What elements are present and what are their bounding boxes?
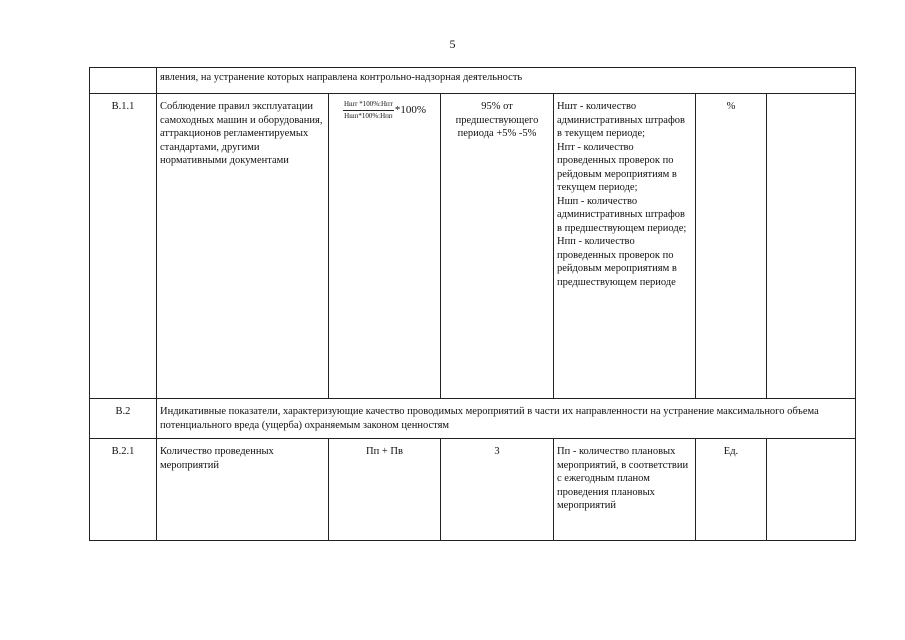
description-item: Ншт - количество административных штрафов в текущем периоде; <box>557 101 685 139</box>
row-b-1-1-note <box>767 94 856 399</box>
row-b-1-1-target: 95% от предшествующего периода +5% -5% <box>441 94 554 399</box>
row-b-2-1-name: Количество проведенных мероприятий <box>157 439 329 541</box>
row-b-2-1-unit: Ед. <box>696 439 767 541</box>
row-b-2-1-target: 3 <box>441 439 554 541</box>
description-item: Ншп - количество административных штрафов в предшествующем периоде; <box>557 195 687 234</box>
continuation-row <box>90 68 856 94</box>
row-b-1-1 <box>90 94 856 399</box>
formula-fraction <box>343 100 394 121</box>
row-b-2-text: Индикативные показатели, характеризующие качество проводимых мероприятий в части их направленности на устранение максимального объема потенциального вреда (ущерба) охраняемым законом ценностям <box>157 399 856 439</box>
continuation-text-cell: явления, на устранение которых направлена контрольно-надзорная деятельность <box>157 68 856 94</box>
row-b-1-1-unit: % <box>696 94 767 399</box>
formula-denominator: Ншп*100%:Нпп <box>344 112 393 120</box>
row-b-1-1-description <box>554 94 696 399</box>
row-b-2 <box>90 399 856 439</box>
row-b-1-1-name: Соблюдение правил эксплуатации самоходных машин и оборудования, аттракционов регламентируемых стандартами, другими нормативными документами <box>157 94 329 399</box>
formula-numerator: Ншт *100%:Нпт <box>343 100 394 111</box>
description-item: Нпп - количество проведенных проверок по рейдовым мероприятиям в предшествующем периоде <box>557 236 677 288</box>
row-b-2-1-formula: Пп + Пв <box>329 439 441 541</box>
description-item: Нпт - количество проведенных проверок по рейдовым мероприятиям в текущем периоде; <box>557 141 677 193</box>
row-b-2-1-code: В.2.1 <box>90 439 157 541</box>
page-number: 5 <box>449 37 456 51</box>
indicators-table <box>89 67 856 541</box>
continuation-code-cell <box>90 68 157 94</box>
row-b-1-1-code: В.1.1 <box>90 94 157 399</box>
formula-multiplier: *100% <box>394 103 427 116</box>
formula <box>332 100 437 121</box>
row-b-2-1-note <box>767 439 856 541</box>
row-b-2-1-description: Пп - количество плановых мероприятий, в соответствии с ежегодным планом проведения плановых мероприятий <box>554 439 696 541</box>
row-b-2-code: В.2 <box>90 399 157 439</box>
row-b-2-1 <box>90 439 856 541</box>
row-b-1-1-formula-cell <box>329 94 441 399</box>
